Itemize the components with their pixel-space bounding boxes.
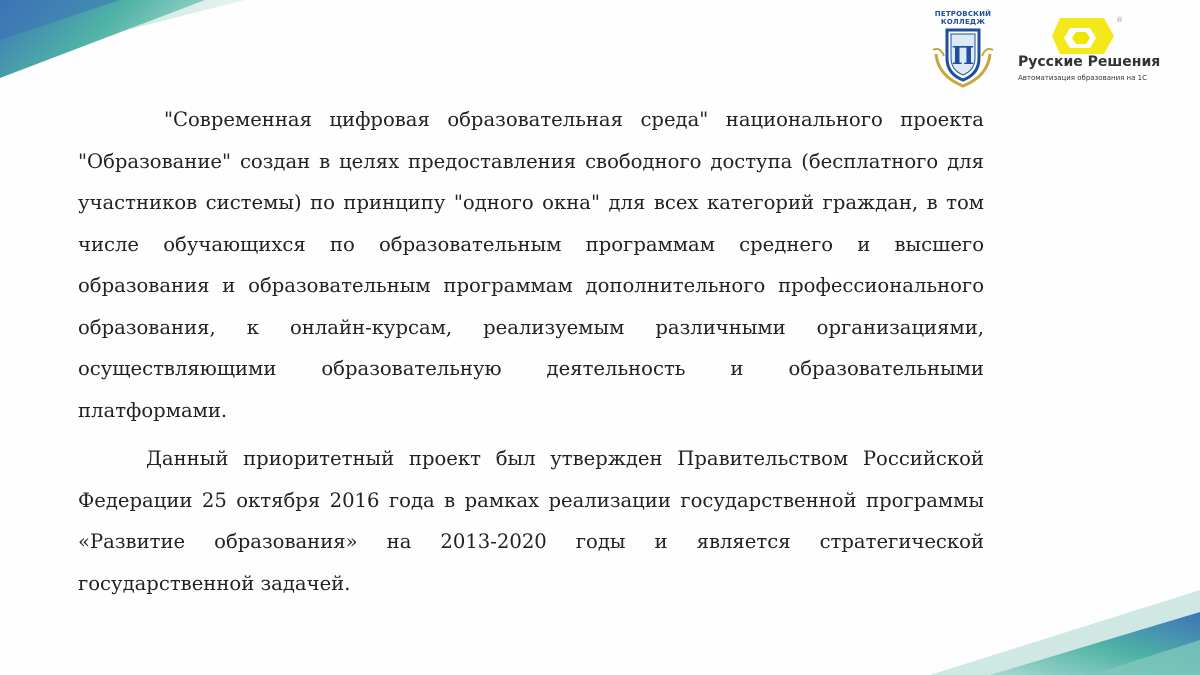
paragraph-1: "Современная цифровая образовательная среда" национального проекта "Образование" создан в целях предоставления свободного доступа (бесплатного для участников системы) по принципу "одного окна" для всех категорий граждан, в том числе обучающихся по образовательным программам среднего и высшего образования и образовательным программам дополнительного профессионального образования, к онлайн-курсам, реализуемым различными организациями, осуществляющими образовательную деятельность и образовательными платформами. [78,108,984,422]
slide-body [78,99,984,604]
college-crest-icon [930,24,996,90]
college-logo [924,10,1002,92]
top-left-corner [0,0,245,78]
yellow-hexagon-icon [1052,14,1122,58]
rr-tagline: Автоматизация образования на 1С [1018,74,1147,82]
russkie-resheniya-logo [1018,14,1168,84]
rr-name: Русские Решения [1018,54,1161,70]
college-name-line2: КОЛЛЕДЖ [940,18,986,26]
registered-mark: ® [1116,16,1123,24]
paragraph-2: Данный приоритетный проект был утвержден Правительством Российской Федерации 25 октября 2016 года в рамках реализации государственной программы «Развитие образования» на 2013-2020 годы и является стратегической государственной задачей. [78,447,984,595]
college-crest-letter: П [951,41,975,70]
college-name-line1: ПЕТРОВСКИЙ [934,10,992,18]
